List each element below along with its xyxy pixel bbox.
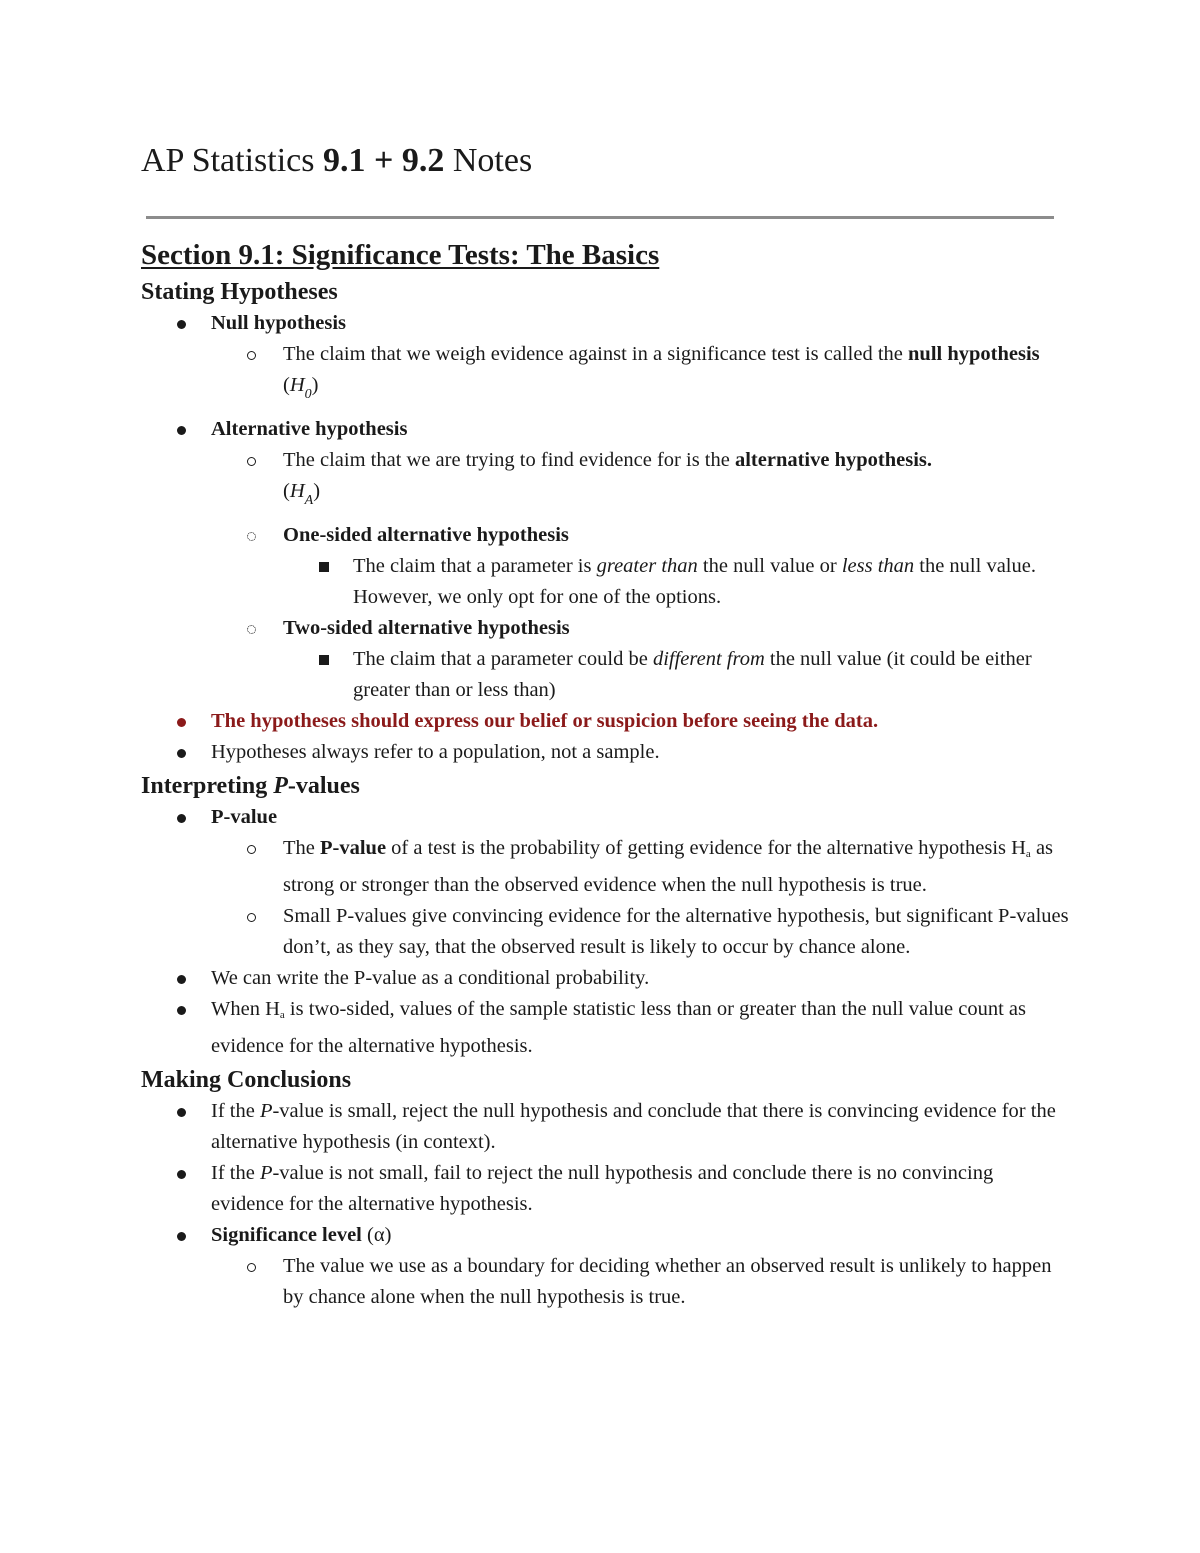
heading-interpreting-p-values: Interpreting P-values (141, 773, 360, 799)
document-title (141, 138, 532, 184)
dotted-circle-bullet-icon (247, 613, 261, 644)
list-item-one-sided-def: The claim that a parameter is greater than the null value or less than the null value. However, we only opt for one of the options. (283, 551, 1071, 613)
list-item-alternative (141, 414, 1071, 706)
list-item-one-sided: One-sided alternative hypothesis The claim that a parameter is greater than the null value or less than the null value. However, we only opt for one of the options. (211, 520, 1071, 613)
title-suffix: Notes (444, 142, 533, 179)
heading-making-conclusions: Making Conclusions (141, 1067, 352, 1093)
circle-bullet-icon (247, 339, 261, 370)
circle-bullet-icon (247, 833, 261, 864)
notes-content (141, 236, 1071, 1313)
heading-stating-hypotheses: Stating Hypotheses (141, 279, 338, 305)
bullet-icon (177, 1158, 191, 1189)
circle-bullet-icon (247, 445, 261, 476)
list-item-two-sided: Two-sided alternative hypothesis The claim that a parameter could be different from the null value (it could be either greater than or less than) (211, 613, 1071, 706)
list-item-conditional: We can write the P-value as a conditional probability. (141, 963, 1071, 994)
circle-bullet-icon (247, 901, 261, 932)
horizontal-rule (146, 216, 1054, 219)
square-bullet-icon (319, 644, 333, 675)
bullet-icon (177, 1096, 191, 1127)
section-heading: Section 9.1: Significance Tests: The Basics (141, 239, 660, 271)
stating-list (141, 308, 1071, 768)
alt-label: Alternative hypothesis (211, 418, 408, 440)
list-item-belief: The hypotheses should express our belief or suspicion before seeing the data. (141, 706, 1071, 737)
list-item-significance-def: The value we use as a boundary for deciding whether an observed result is unlikely to happen by chance alone when the null hypothesis is true. (211, 1251, 1071, 1313)
dotted-circle-bullet-icon (247, 520, 261, 551)
bullet-icon (177, 414, 191, 445)
bullet-icon (177, 994, 191, 1025)
list-item-small-p: If the P-value is small, reject the null hypothesis and conclude that there is convincing evidence for the alternative hypothesis (in context). (141, 1096, 1071, 1158)
list-item-small-p-values: Small P-values give convincing evidence for the alternative hypothesis, but significant P-values don’t, as they say, that the observed result is likely to occur by chance alone. (211, 901, 1071, 963)
conclusions-list (141, 1096, 1071, 1313)
list-item-population: Hypotheses always refer to a population, not a sample. (141, 737, 1071, 768)
bullet-icon (177, 706, 191, 737)
interpreting-list (141, 802, 1071, 1062)
circle-bullet-icon (247, 1251, 261, 1282)
list-item-not-small-p: If the P-value is not small, fail to reject the null hypothesis and conclude there is no convincing evidence for the alternative hypothesis. (141, 1158, 1071, 1220)
title-prefix: AP Statistics (141, 142, 323, 179)
list-item-null-def: The claim that we weigh evidence against in a significance test is called the null hypothesis $(H_0)$ (211, 339, 1071, 410)
list-item-two-sided-ha: When Ha is two-sided, values of the sample statistic less than or greater than the null value count as evidence for the alternative hypothesis. (141, 994, 1071, 1062)
bullet-icon (177, 963, 191, 994)
list-item-significance-level: Significance level (α) The value we use as a boundary for deciding whether an observed result is unlikely to happen by chance alone when the null hypothesis is true. (141, 1220, 1071, 1313)
list-item-null (141, 308, 1071, 410)
list-item-p-value: P-value The P-value of a test is the probability of getting evidence for the alternative hypothesis Ha as strong or stronger than the observed evidence when the null hypothesis is true. Small P-values give convincing evidence for the alternative hypothesis, but significant P-values don’t, as they say, that the observed result is likely to occur by chance alone. (141, 802, 1071, 963)
list-item-p-value-def: The P-value of a test is the probability of getting evidence for the alternative hypothesis Ha as strong or stronger than the observed evidence when the null hypothesis is true. (211, 833, 1071, 901)
null-label: Null hypothesis (211, 312, 347, 334)
bullet-icon (177, 1220, 191, 1251)
square-bullet-icon (319, 551, 333, 582)
title-bold: 9.1 + 9.2 (323, 142, 445, 179)
list-item-two-sided-def: The claim that a parameter could be different from the null value (it could be either greater than or less than) (283, 644, 1071, 706)
bullet-icon (177, 308, 191, 339)
bullet-icon (177, 737, 191, 768)
bullet-icon (177, 802, 191, 833)
list-item-alt-def: The claim that we are trying to find evidence for is the alternative hypothesis. $(H_A)$ (211, 445, 1071, 516)
